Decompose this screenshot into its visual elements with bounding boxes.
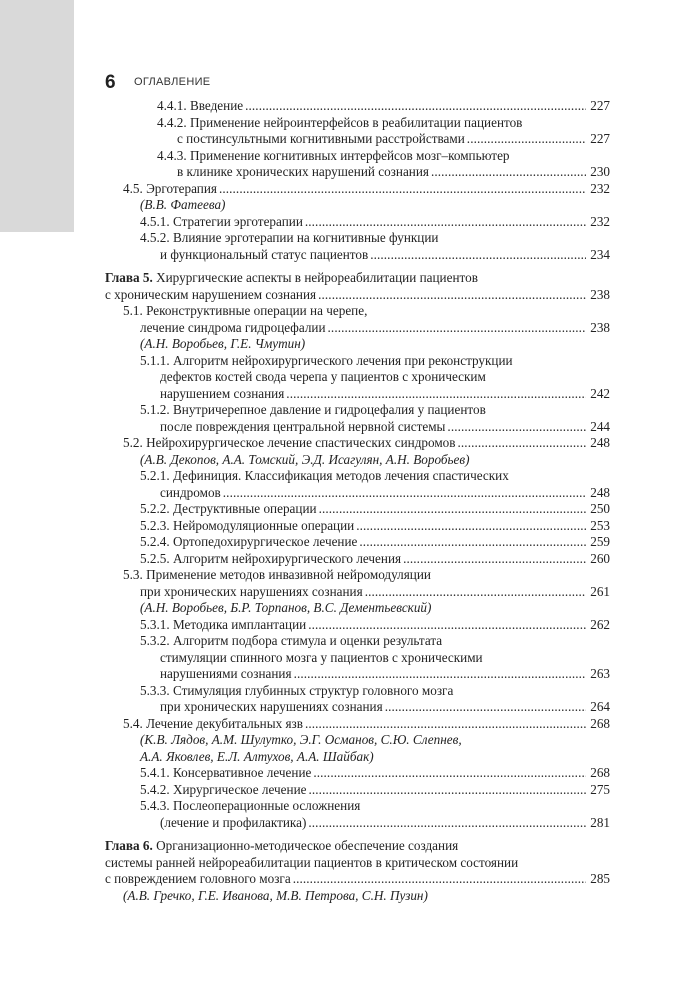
page-ref: 268 (590, 765, 610, 780)
toc-text: 5.2. Нейрохирургическое лечение спастических синдромов (123, 435, 456, 450)
page-ref: 263 (590, 666, 610, 681)
toc-entry[interactable] (105, 353, 610, 403)
toc-authors (105, 452, 610, 469)
toc-text: стимуляции спинного мозга у пациентов с хроническими (160, 649, 483, 665)
dot-leader (318, 287, 586, 304)
chapter-spacer (105, 263, 610, 270)
toc-text: 5.4. Лечение декубитальных язв (123, 715, 303, 731)
toc-authors (105, 336, 610, 353)
toc-text: 4.5.1. Стратегии эрготерапии (140, 213, 303, 229)
toc-text: 5.2.5. Алгоритм нейрохирургического лечения (140, 550, 402, 566)
dot-leader (431, 164, 586, 181)
toc-text: 5.3. Применение методов инвазивной нейромодуляции (123, 567, 431, 582)
dot-leader (286, 386, 586, 403)
toc-entry[interactable] (105, 683, 610, 716)
page-ref: 259 (590, 534, 610, 549)
dot-leader (245, 98, 586, 115)
page-ref: 253 (590, 517, 610, 533)
toc-entry[interactable] (105, 303, 610, 336)
page-ref: 281 (590, 814, 610, 830)
toc-text: 5.4.2. Хирургическое лечение (140, 781, 307, 797)
toc-text: 5.3.2. Алгоритм подбора стимула и оценки результата (140, 633, 443, 648)
toc-text: нарушением сознания (160, 385, 285, 401)
toc-entry[interactable] (105, 230, 610, 263)
toc-text: нарушениями сознания (160, 666, 292, 681)
chapter-spacer (105, 831, 610, 838)
toc-text: (лечение и профилактика) (160, 814, 307, 830)
toc-text: 4.4.3. Применение когнитивных интерфейсов мозг–компьютер (157, 147, 510, 163)
dot-leader (219, 181, 586, 198)
toc-text: (А.Н. Воробьев, Г.Е. Чмутин) (140, 336, 306, 351)
page-number: 6 (105, 72, 116, 93)
dot-leader (305, 214, 586, 231)
toc-entry[interactable] (105, 716, 610, 733)
dot-leader (305, 716, 586, 733)
toc-entry[interactable] (105, 798, 610, 831)
toc-text: 5.3.1. Методика имплантации (140, 616, 307, 632)
dot-leader (365, 584, 586, 601)
toc-chapter[interactable] (105, 838, 610, 888)
toc-text: 5.4.3. Послеоперационные осложнения (140, 798, 361, 813)
toc-text: (А.Н. Воробьев, Б.Р. Торпанов, В.С. Дементьевский) (140, 600, 432, 615)
dot-leader (308, 815, 586, 832)
toc-chapter[interactable] (105, 270, 610, 303)
toc-text: 5.1.2. Внутричерепное давление и гидроцефалия у пациентов (140, 402, 486, 417)
dot-leader (403, 551, 586, 568)
toc-text: 5.2.2. Деструктивные операции (140, 501, 317, 516)
toc-text: (К.В. Лядов, А.М. Шулутко, Э.Г. Османов, С.Ю. Слепнев, (140, 732, 462, 747)
page-ref: 244 (590, 418, 610, 434)
page-ref: 261 (590, 583, 610, 599)
page-ref: 275 (590, 781, 610, 797)
toc-text: в клинике хронических нарушений сознания (177, 164, 429, 179)
page-ref: 264 (590, 699, 610, 714)
toc-entry[interactable] (105, 148, 610, 181)
toc-text: 4.4.1. Введение (157, 98, 244, 113)
dot-leader (223, 485, 586, 502)
toc-text: и функциональный статус пациентов (160, 246, 369, 262)
toc-entry[interactable] (105, 518, 610, 535)
toc-text: с повреждением головного мозга (105, 871, 291, 886)
dot-leader (359, 534, 586, 551)
toc-text: 4.4.2. Применение нейроинтерфейсов в реабилитации пациентов (157, 114, 523, 130)
page-ref: 268 (590, 715, 610, 731)
dot-leader (328, 320, 586, 337)
page-ref: 238 (590, 319, 610, 335)
page-ref: 230 (590, 164, 610, 179)
page-ref: 260 (590, 550, 610, 566)
toc-text: при хронических нарушениях сознания (140, 583, 363, 599)
table-of-contents (105, 98, 610, 904)
toc-text: 5.3.3. Стимуляция глубинных структур головного мозга (140, 682, 454, 698)
dot-leader (309, 782, 587, 799)
toc-entry[interactable] (105, 633, 610, 683)
toc-entry[interactable] (105, 567, 610, 600)
dot-leader (447, 419, 586, 436)
margin-tab (0, 0, 74, 232)
toc-text: при хронических нарушениях сознания (160, 699, 383, 714)
dot-leader (467, 131, 586, 148)
page-ref: 250 (590, 501, 610, 516)
toc-text: Организационно-методическое обеспечение создания (152, 838, 459, 853)
toc-entry[interactable] (105, 115, 610, 148)
chapter-label: Глава 6. (105, 838, 153, 853)
page-ref: 234 (590, 246, 610, 262)
toc-authors (105, 888, 610, 905)
dot-leader (313, 765, 586, 782)
toc-entry[interactable] (105, 534, 610, 551)
toc-authors (105, 732, 610, 765)
dot-leader (356, 518, 586, 535)
toc-entry[interactable] (105, 98, 610, 115)
toc-text: (В.В. Фатеева) (140, 197, 226, 212)
toc-text: 5.2.4. Ортопедохирургическое лечение (140, 534, 358, 549)
dot-leader (385, 699, 586, 716)
toc-text: 5.1.1. Алгоритм нейрохирургического лечения при реконструкции (140, 352, 513, 368)
dot-leader (308, 617, 586, 634)
toc-text: 5.2.3. Нейромодуляционные операции (140, 517, 355, 533)
toc-entry[interactable] (105, 181, 610, 198)
page-ref: 227 (590, 98, 610, 113)
toc-text: Хирургические аспекты в нейрореабилитации пациентов (152, 270, 478, 285)
dot-leader (293, 871, 586, 888)
toc-text: системы ранней нейрореабилитации пациентов в критическом состоянии (105, 854, 519, 870)
toc-entry[interactable] (105, 501, 610, 518)
toc-entry[interactable] (105, 402, 610, 435)
page-ref: 232 (590, 213, 610, 229)
toc-entry[interactable] (105, 617, 610, 634)
page-ref: 227 (590, 131, 610, 146)
toc-entry[interactable] (105, 435, 610, 452)
toc-text: (А.В. Гречко, Г.Е. Иванова, М.В. Петрова, С.Н. Пузин) (123, 887, 428, 903)
toc-text: синдромов (160, 484, 221, 500)
toc-authors (105, 600, 610, 617)
toc-text: 5.4.1. Консервативное лечение (140, 765, 312, 780)
dot-leader (458, 435, 586, 452)
chapter-label: Глава 5. (105, 270, 153, 285)
page-ref: 232 (590, 180, 610, 196)
dot-leader (319, 501, 586, 518)
page-ref: 262 (590, 616, 610, 632)
toc-authors (105, 197, 610, 214)
toc-text: (А.В. Декопов, А.А. Томский, Э.Д. Исагулян, А.Н. Воробьев) (140, 451, 470, 467)
toc-entry[interactable] (105, 214, 610, 231)
toc-text: с постинсультными когнитивными расстройствами (177, 131, 465, 146)
page-ref: 238 (590, 286, 610, 302)
toc-text: 4.5.2. Влияние эрготерапии на когнитивные функции (140, 230, 439, 245)
page-ref: 248 (590, 435, 610, 450)
dot-leader (370, 247, 586, 264)
toc-text: лечение синдрома гидроцефалии (140, 319, 326, 335)
toc-text: дефектов костей свода черепа у пациентов с хроническим (160, 369, 486, 384)
toc-entry[interactable] (105, 765, 610, 782)
page-ref: 248 (590, 484, 610, 500)
toc-text: А.А. Яковлев, Е.Л. Алтухов, А.А. Шайбак) (140, 748, 374, 764)
toc-text: с хроническим нарушением сознания (105, 286, 317, 302)
toc-text: 5.2.1. Дефиниция. Классификация методов лечения спастических (140, 468, 509, 483)
toc-entry[interactable] (105, 551, 610, 568)
page-ref: 285 (590, 871, 610, 886)
toc-text: 5.1. Реконструктивные операции на черепе, (123, 303, 368, 318)
toc-text: 4.5. Эрготерапия (123, 180, 217, 196)
running-head: ОГЛАВЛЕНИЕ (134, 76, 211, 88)
page-ref: 242 (590, 385, 610, 401)
toc-entry[interactable] (105, 468, 610, 501)
toc-text: после повреждения центральной нервной системы (160, 418, 446, 434)
dot-leader (294, 666, 586, 683)
toc-entry[interactable] (105, 782, 610, 799)
